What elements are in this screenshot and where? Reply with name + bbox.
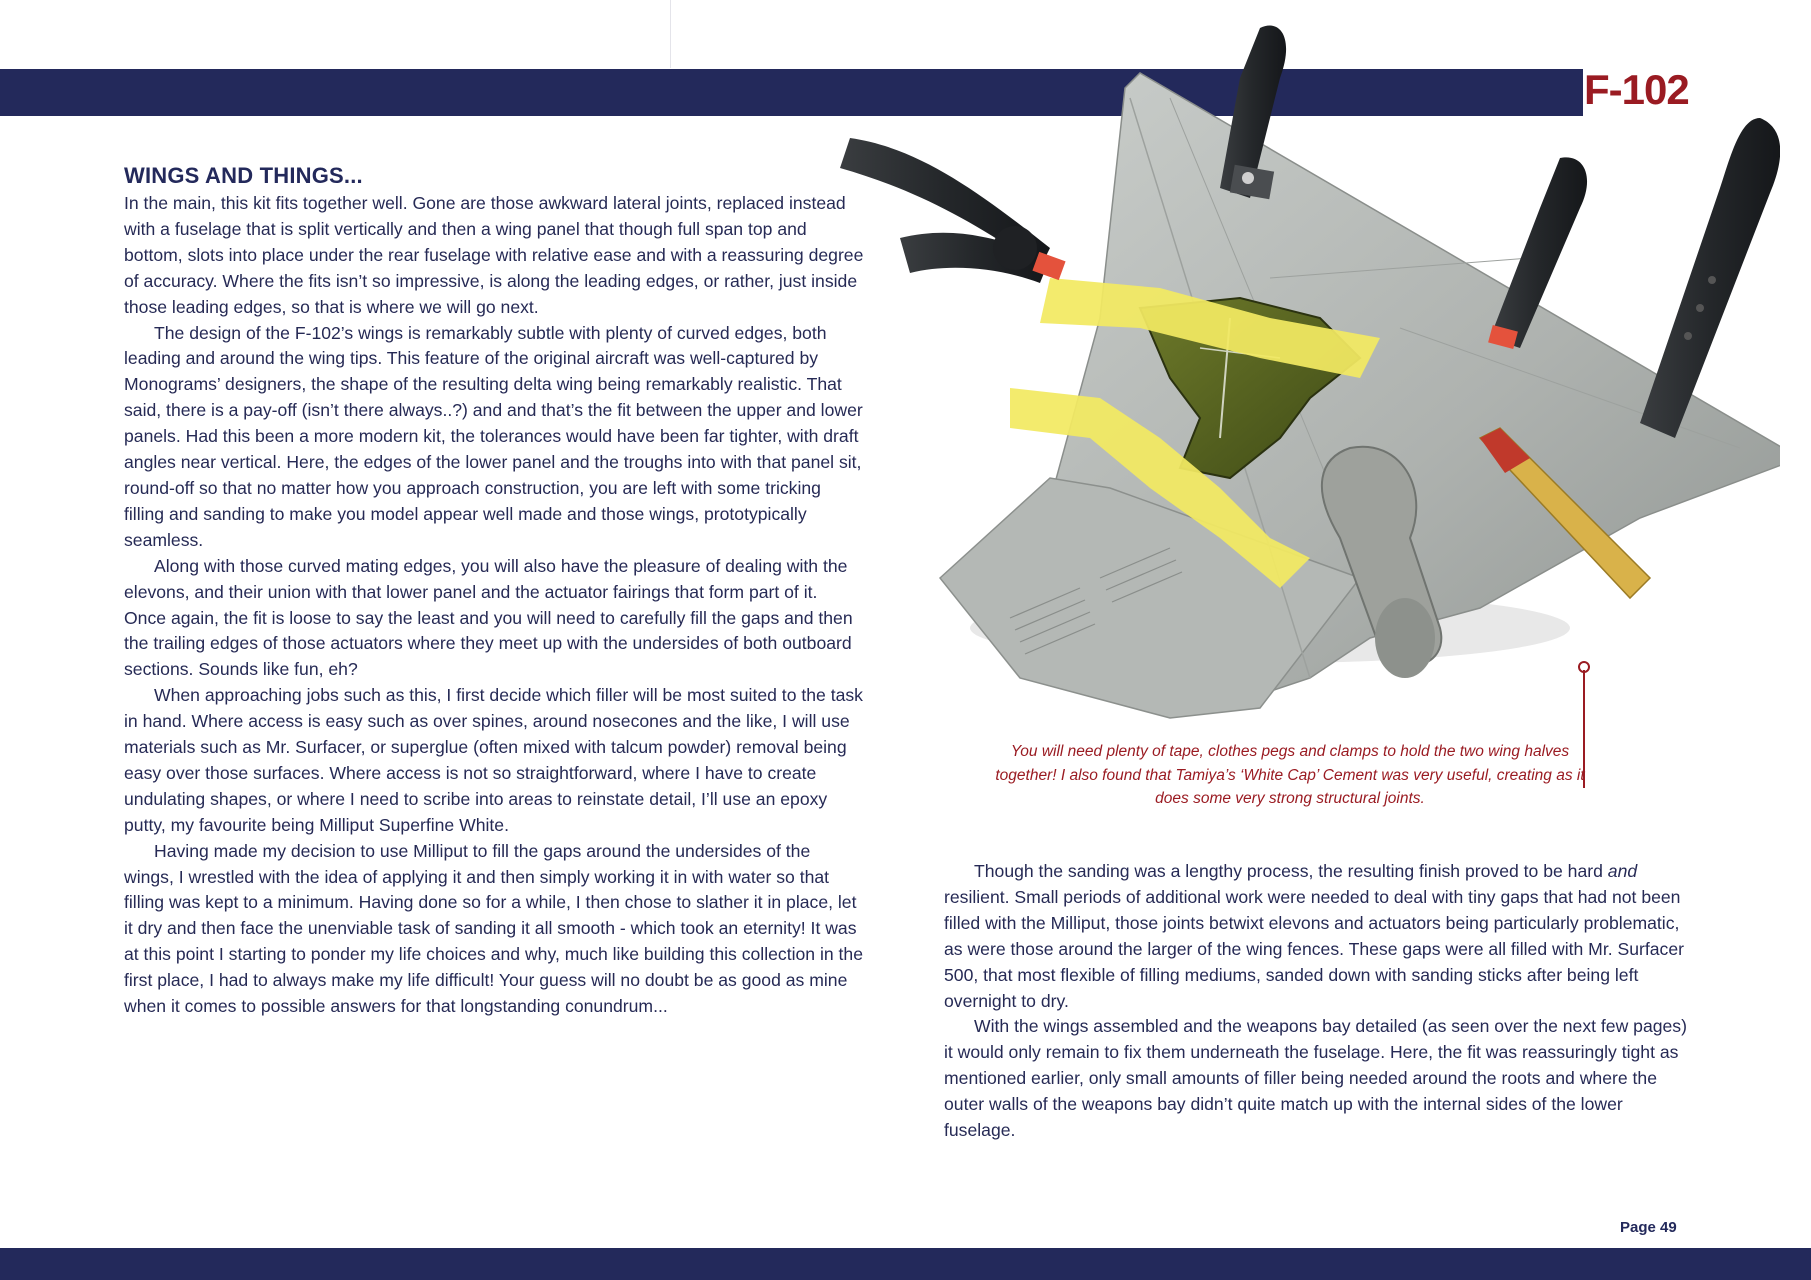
- left-column: [124, 163, 864, 1020]
- right-column: [944, 859, 1694, 1144]
- section-title: F-102: [1584, 66, 1689, 113]
- gutter-line: [670, 0, 671, 68]
- paragraph: Along with those curved mating edges, you will also have the pleasure of dealing with the elevons, and their union with that lower panel and the actuator fairings that form part of it. Once again, the fit is loose to say the least and you will need to carefully fill the gaps and then the trailing edges of those actuators where they meet up with the undersides of both outboard sections. Sounds like fun, eh?: [124, 555, 853, 680]
- paragraph: The design of the F-102’s wings is remarkably subtle with plenty of curved edges, both leading and around the wing tips. This feature of the original aircraft was well-captured by Monograms’ designers, the shape of the resulting delta wing being remarkably realistic. That said, there is a pay-off (isn’t there always..?) and and that’s the fit between the upper and lower panels. Had this been a more modern kit, the tolerances would have been far tighter, with draft angles near vertical. Here, the edges of the lower panel and the troughs into with that panel sit, round-off so that no matter how you approach construction, you are left with some tricking filling and sanding to make you model appear well made and those wings, prototypically seamless.: [124, 322, 863, 550]
- photo-caption: You will need plenty of tape, clothes pegs and clamps to hold the two wing halves together! I also found that Tamiya’s ‘White Cap’ Cement was very useful, creating as it does some very strong structural joints.: [995, 743, 1585, 807]
- paragraph: [944, 859, 1694, 1014]
- paragraph: With the wings assembled and the weapons bay detailed (as seen over the next few pages) it would only remain to fix them underneath the fuselage. Here, the fit was reassuringly tight as mentioned earlier, only small amounts of filler being needed around the roots and where the outer walls of the weapons bay didn’t quite match up with the internal sides of the lower fuselage.: [944, 1016, 1687, 1141]
- header-tab-rule: [1575, 69, 1583, 116]
- emphasis: and: [1607, 861, 1638, 881]
- paragraph: In the main, this kit fits together well. Gone are those awkward lateral joints, replaced instead with a fuselage that is split vertically and then a wing panel that though full span top and bottom, slots into place under the rear fuselage with relative ease and with a reassuring degree of accuracy. Where the fits isn’t so impressive, is along the leading edges, or rather, just inside those leading edges, so that is where we will go next.: [124, 193, 864, 317]
- paragraph-rest: resilient. Small periods of additional work were needed to deal with tiny gaps that had not been filled with the Milliput, those joints betwixt elevons and actuators being particularly problematic, as were those around the larger of the wing fences. These gaps were all filled with Mr. Surfacer 500, that most flexible of filling mediums, sanded down with sanding sticks after being left overnight to dry.: [944, 886, 1684, 1011]
- paragraph-lead: Though the sanding was a lengthy process, the resulting finish proved to be hard: [974, 861, 1608, 881]
- footer-band: [0, 1248, 1811, 1280]
- left-body: [124, 191, 864, 1020]
- page-number: Page 49: [1620, 1219, 1677, 1236]
- paragraph: When approaching jobs such as this, I first decide which filler will be most suited to the task in hand. Where access is easy such as over spines, around nosecones and the like, I will use materials such as Mr. Surfacer, or superglue (often mixed with talcum powder) removal being easy over those surfaces. Where access is not so straightforward, where I have to create undulating shapes, or where I need to scribe into areas to reinstate detail, I’ll use an epoxy putty, my favourite being Milliput Superfine White.: [124, 685, 863, 835]
- spring-clamp-right-2: [1640, 118, 1780, 438]
- wing-assembly-photo: [840, 18, 1780, 738]
- article-heading: WINGS AND THINGS...: [124, 163, 363, 188]
- paragraph: Having made my decision to use Milliput to fill the gaps around the undersides of the wings, I wrestled with the idea of applying it and then simply working it in with water so that filling was kept to a minimum. Having done so for a while, I then chose to slather it in place, let it dry and then face the unenviable task of sanding it all smooth - which took an eternity! It was at this point I starting to ponder my life choices and why, much like building this collection in the first place, I had to always make my life difficult! Your guess will no doubt be as good as mine when it comes to possible answers for that longstanding conundrum...: [124, 840, 863, 1017]
- spring-clamp-left: [840, 138, 1066, 283]
